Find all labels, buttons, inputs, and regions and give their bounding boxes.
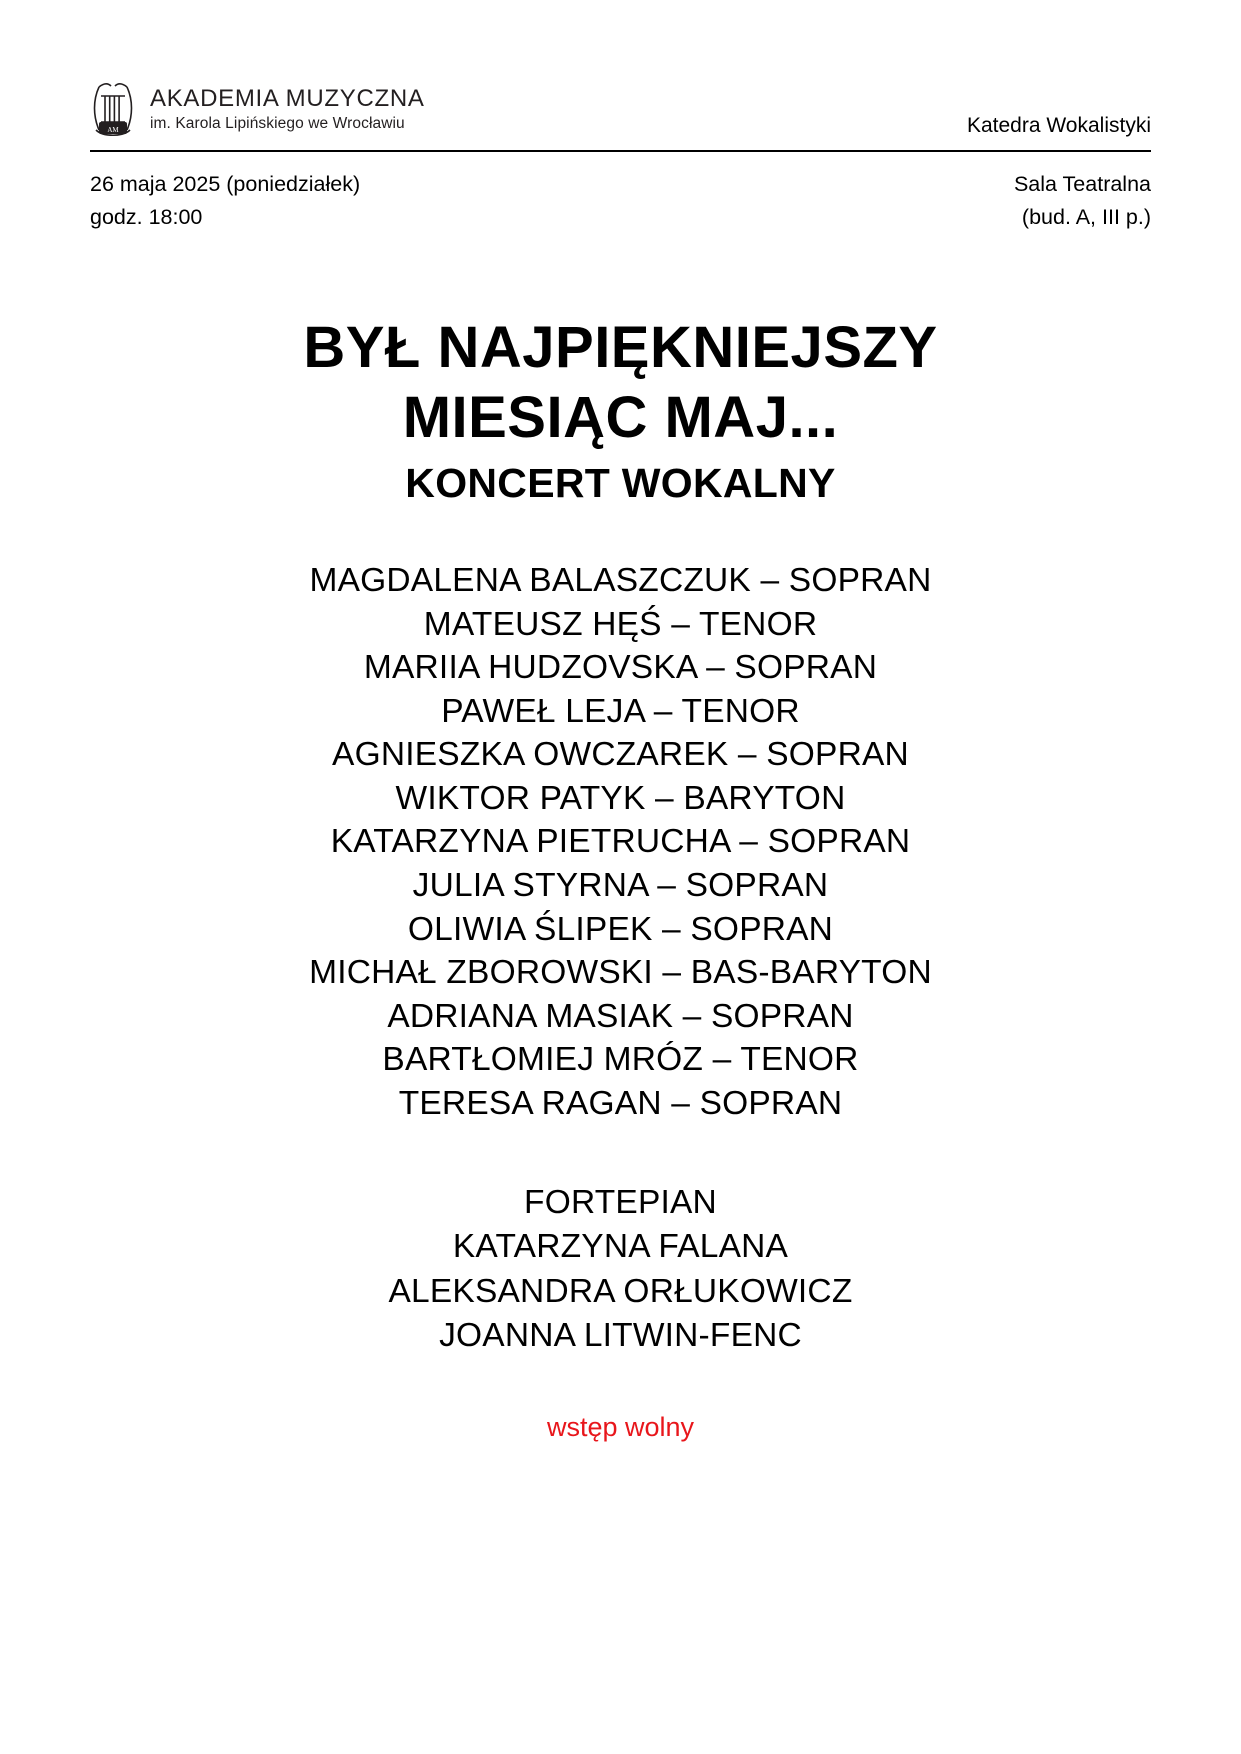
event-datetime	[90, 168, 360, 235]
title-line-1: BYŁ NAJPIĘKNIEJSZY	[303, 314, 938, 380]
list-item: MICHAŁ ZBOROWSKI – BAS-BARYTON	[309, 954, 932, 992]
event-date: 26 maja 2025 (poniedziałek)	[90, 172, 361, 196]
event-meta	[90, 168, 1151, 235]
list-item: OLIWIA ŚLIPEK – SOPRAN	[407, 910, 834, 948]
list-item: ALEKSANDRA ORŁUKOWICZ	[388, 1272, 853, 1310]
list-item: KATARZYNA FALANA	[452, 1228, 789, 1266]
piano-heading: FORTEPIAN	[524, 1184, 717, 1222]
department-label: Katedra Wokalistyki	[966, 114, 1151, 137]
performer-list	[90, 559, 1151, 1125]
institution-name: AKADEMIA MUZYCZNA	[150, 84, 425, 112]
page-title	[90, 313, 1151, 455]
title-block	[90, 313, 1151, 508]
institution-subtitle: im. Karola Lipińskiego we Wrocławiu	[150, 115, 405, 133]
list-item: JOANNA LITWIN-FENC	[439, 1316, 802, 1354]
list-item: TERESA RAGAN – SOPRAN	[398, 1084, 843, 1122]
piano-section	[90, 1181, 1151, 1358]
list-item: MATEUSZ HĘŚ – TENOR	[423, 605, 818, 643]
venue-name: Sala Teatralna	[1013, 172, 1151, 196]
svg-text:AM: AM	[107, 126, 119, 134]
page-subtitle: KONCERT WOKALNY	[405, 460, 836, 507]
list-item: AGNIESZKA OWCZAREK – SOPRAN	[332, 736, 909, 774]
institution-branding	[90, 78, 425, 140]
list-item: KATARZYNA PIETRUCHA – SOPRAN	[330, 823, 911, 861]
title-line-2: MIESIĄC MAJ...	[402, 385, 839, 451]
list-item: BARTŁOMIEJ MRÓZ – TENOR	[382, 1041, 859, 1079]
lyre-icon	[90, 78, 136, 140]
event-venue	[1014, 168, 1151, 235]
event-time: godz. 18:00	[90, 205, 203, 230]
list-item: MAGDALENA BALASZCZUK – SOPRAN	[309, 562, 932, 600]
list-item: PAWEŁ LEJA – TENOR	[441, 692, 800, 730]
header-divider	[90, 150, 1151, 152]
list-item: MARIIA HUDZOVSKA – SOPRAN	[363, 649, 878, 687]
admission-note: wstęp wolny	[546, 1412, 695, 1443]
list-item: WIKTOR PATYK – BARYTON	[395, 779, 846, 817]
venue-detail: (bud. A, III p.)	[1021, 205, 1151, 230]
poster-header	[90, 0, 1151, 140]
institution-text	[150, 85, 425, 133]
list-item: ADRIANA MASIAK – SOPRAN	[387, 997, 854, 1035]
list-item: JULIA STYRNA – SOPRAN	[412, 866, 829, 904]
